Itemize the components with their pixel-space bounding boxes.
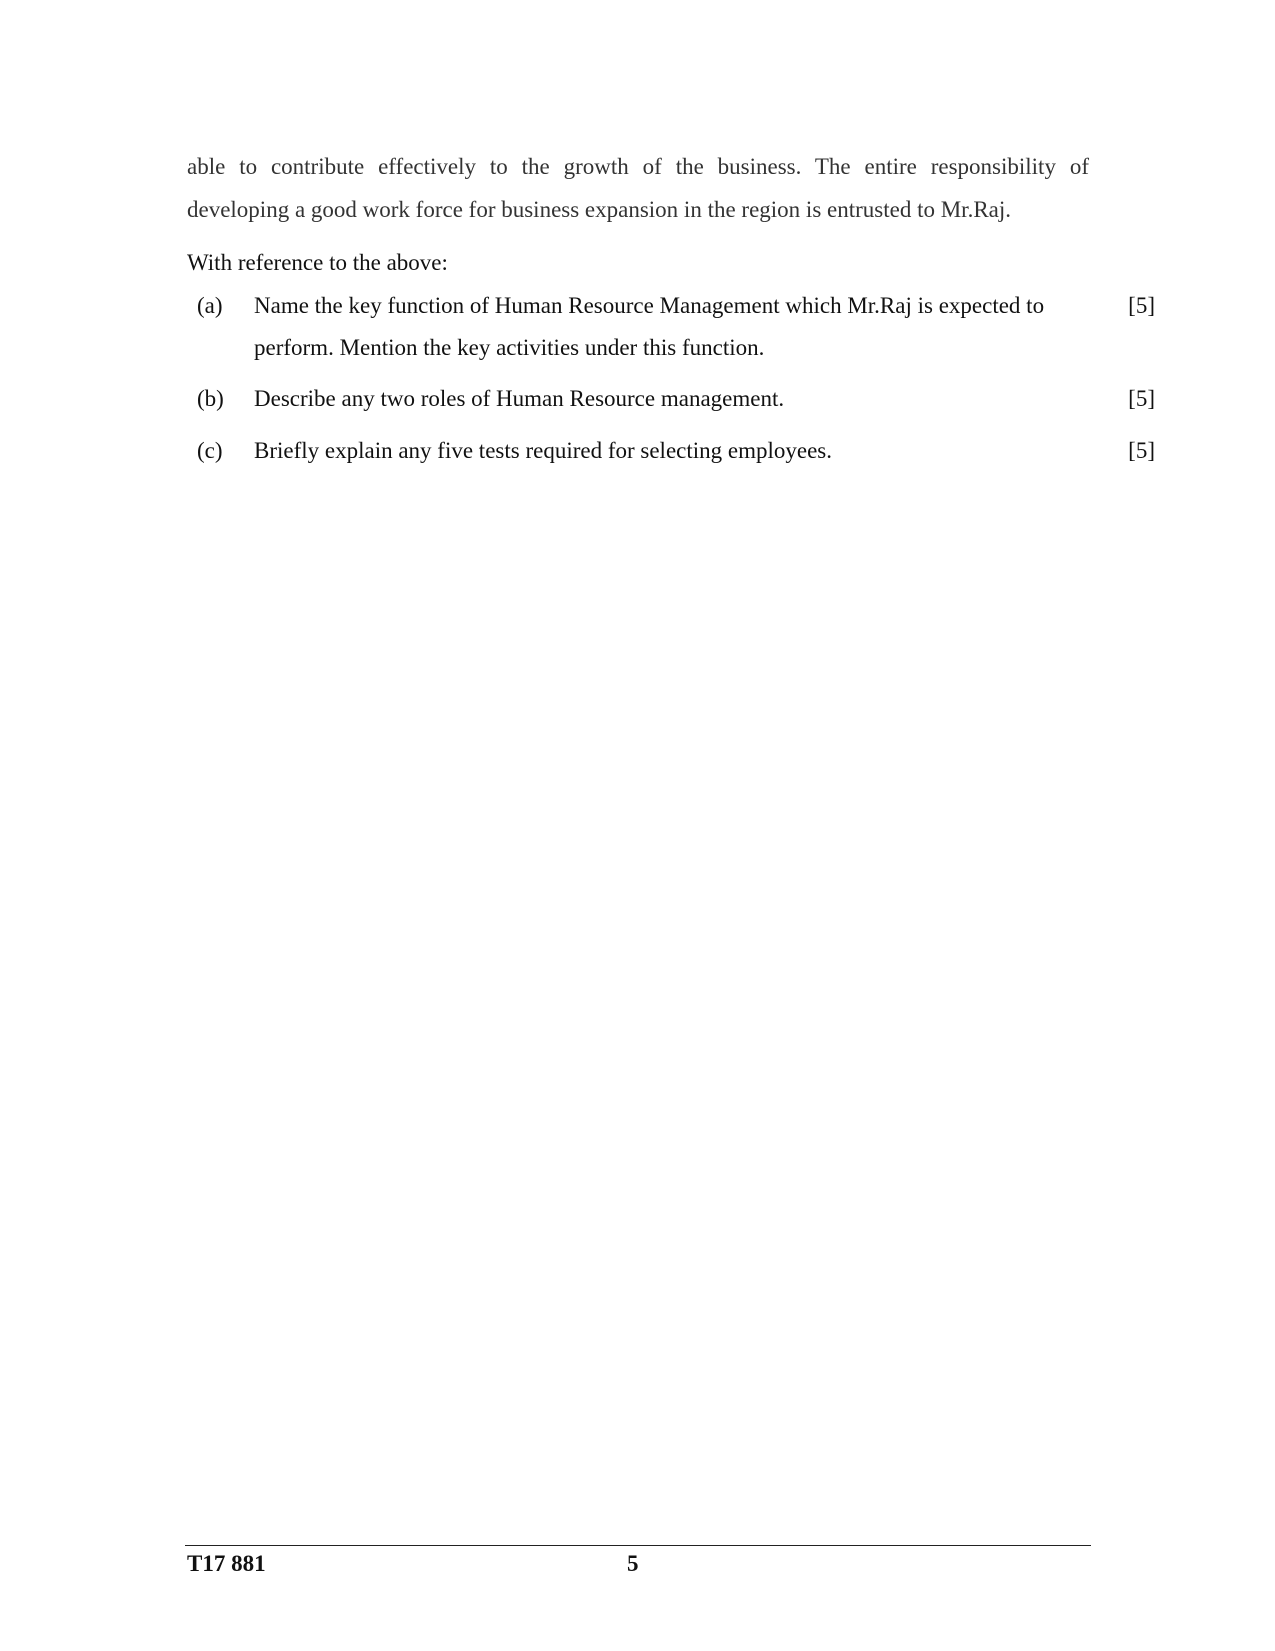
question-label: (a) — [197, 293, 223, 318]
question-marks: [5] — [1128, 386, 1155, 411]
question-marks: [5] — [1128, 438, 1155, 463]
question-text: Name the key function of Human Resource Management which Mr.Raj is expected to perform. Mention the key activities under this function. — [254, 293, 1045, 360]
question-text: Briefly explain any five tests required for selecting employees. — [254, 438, 832, 463]
question-label: (c) — [197, 438, 223, 463]
question-text: Describe any two roles of Human Resource management. — [254, 386, 785, 411]
question-label: (b) — [197, 386, 224, 411]
footer-divider — [185, 1545, 1091, 1546]
question-marks: [5] — [1128, 293, 1155, 318]
paper-code: T17 881 — [187, 1551, 266, 1576]
page-number: 5 — [627, 1551, 639, 1576]
intro-paragraph: able to contribute effectively to the growth of the business. The entire responsibility of developing a good work force for business expansion in the region is entrusted to Mr.Raj. — [187, 154, 1089, 222]
lead-in-text: With reference to the above: — [187, 250, 448, 275]
